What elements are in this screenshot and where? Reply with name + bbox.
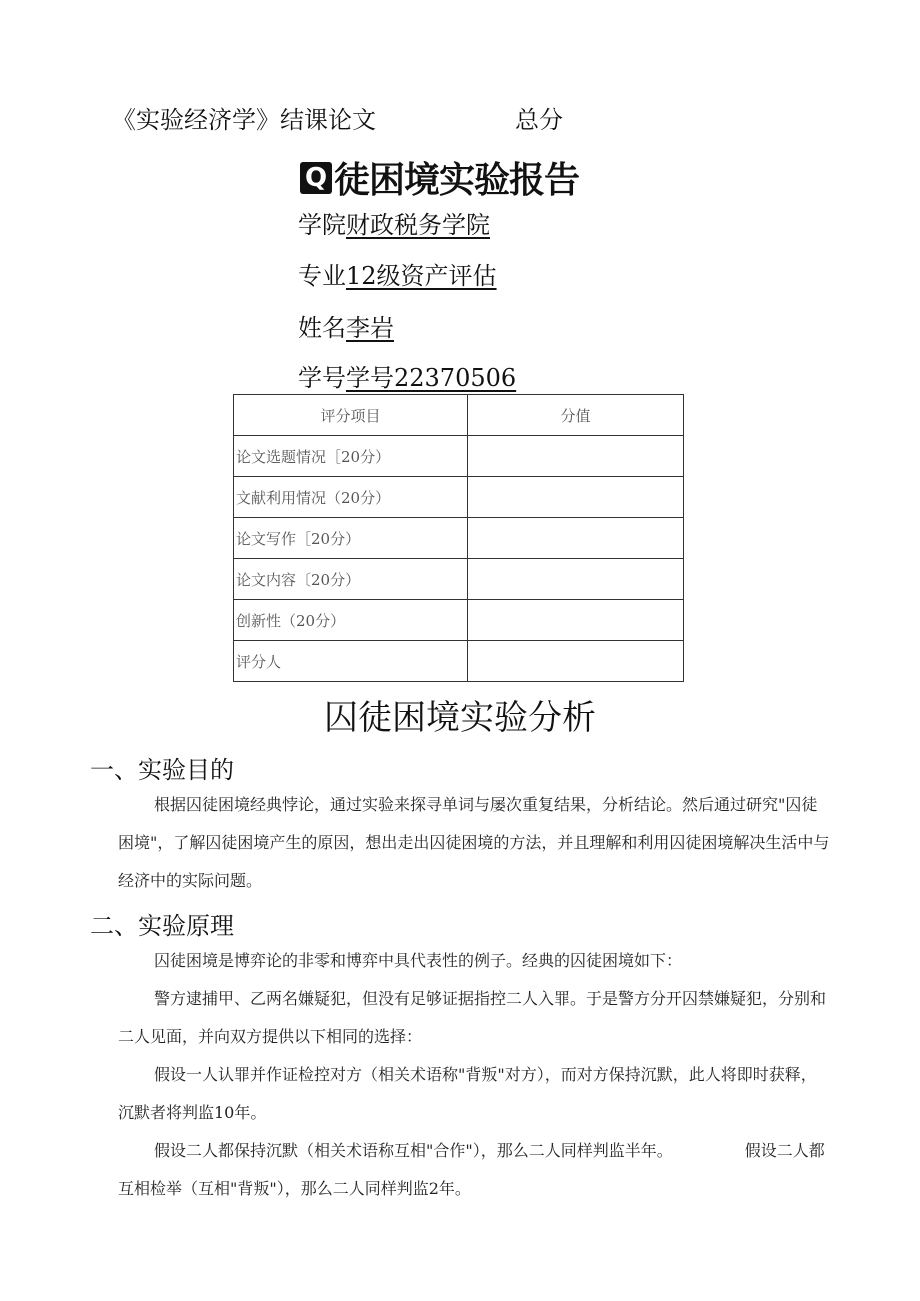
score-cell[interactable] <box>468 559 684 600</box>
paragraph: 假设二人都保持沉默（相关术语称互相"合作"），那么二人同样判监半年。 假设二人都互相检举（互相"背叛"），那么二人同样判监2年。 <box>118 1141 825 1198</box>
paragraph: 假设一人认罪并作证检控对方（相关术语称"背叛"对方），而对方保持沉默，此人将即时获释，沉默者将判监10年。 <box>118 1065 817 1122</box>
table-row <box>234 436 684 477</box>
table-row <box>234 641 684 682</box>
score-item: 创新性（20分） <box>234 600 468 641</box>
paragraph: 囚徒困境是博弈论的非零和博弈中具代表性的例子。经典的囚徒困境如下： <box>154 951 683 970</box>
score-item: 论文写作［20分） <box>234 518 468 559</box>
section-body-principle <box>118 942 830 1208</box>
column-header-score: 分值 <box>468 395 684 436</box>
info-major <box>298 256 497 291</box>
info-label: 学院 <box>298 211 346 239</box>
report-title: 徒困境实验报告 <box>334 160 580 201</box>
total-score-label: 总分 <box>515 106 563 134</box>
course-title: 《实验经济学》结课论文 <box>112 106 376 134</box>
paragraph: 根据囚徒困境经典悖论，通过实验来探寻单词与屡次重复结果，分析结论。然后通过研究"囚徒困境"，了解囚徒困境产生的原因，想出走出囚徒困境的方法，并且理解和利用囚徒困境解决生活中与经济中的实际问题。 <box>118 795 830 890</box>
score-table <box>233 394 684 682</box>
score-cell[interactable] <box>468 641 684 682</box>
section-body-purpose <box>118 786 830 900</box>
score-item: 论文选题情况［20分） <box>234 436 468 477</box>
report-title-row <box>300 152 579 203</box>
info-student-id <box>298 358 516 393</box>
info-name <box>298 308 394 343</box>
info-value: 财政税务学院 <box>346 211 490 239</box>
info-label: 姓名 <box>298 314 346 342</box>
info-label: 专业 <box>298 262 346 290</box>
column-header-item: 评分项目 <box>234 395 468 436</box>
score-item: 论文内容〔20分） <box>234 559 468 600</box>
score-cell[interactable] <box>468 477 684 518</box>
analysis-title: 囚徒困境实验分析 <box>324 698 596 738</box>
score-cell[interactable] <box>468 518 684 559</box>
info-value: 李岩 <box>346 314 394 342</box>
section-heading-principle: 二、实验原理 <box>90 912 234 940</box>
score-item: 文献利用情况（20分） <box>234 477 468 518</box>
q-badge-icon: Q <box>300 162 332 194</box>
info-value: 学号22370506 <box>346 364 517 392</box>
table-row <box>234 518 684 559</box>
info-value: 12级资产评估 <box>346 262 497 290</box>
table-row <box>234 600 684 641</box>
table-row <box>234 559 684 600</box>
score-item: 评分人 <box>234 641 468 682</box>
paragraph: 警方逮捕甲、乙两名嫌疑犯，但没有足够证据指控二人入罪。于是警方分开囚禁嫌疑犯，分别和二人见面，并向双方提供以下相同的选择： <box>118 989 827 1046</box>
info-college <box>298 205 490 240</box>
score-cell[interactable] <box>468 600 684 641</box>
info-label: 学号 <box>298 364 346 392</box>
table-row <box>234 477 684 518</box>
section-heading-purpose: 一、实验目的 <box>90 756 234 784</box>
table-header-row <box>234 395 684 436</box>
score-cell[interactable] <box>468 436 684 477</box>
